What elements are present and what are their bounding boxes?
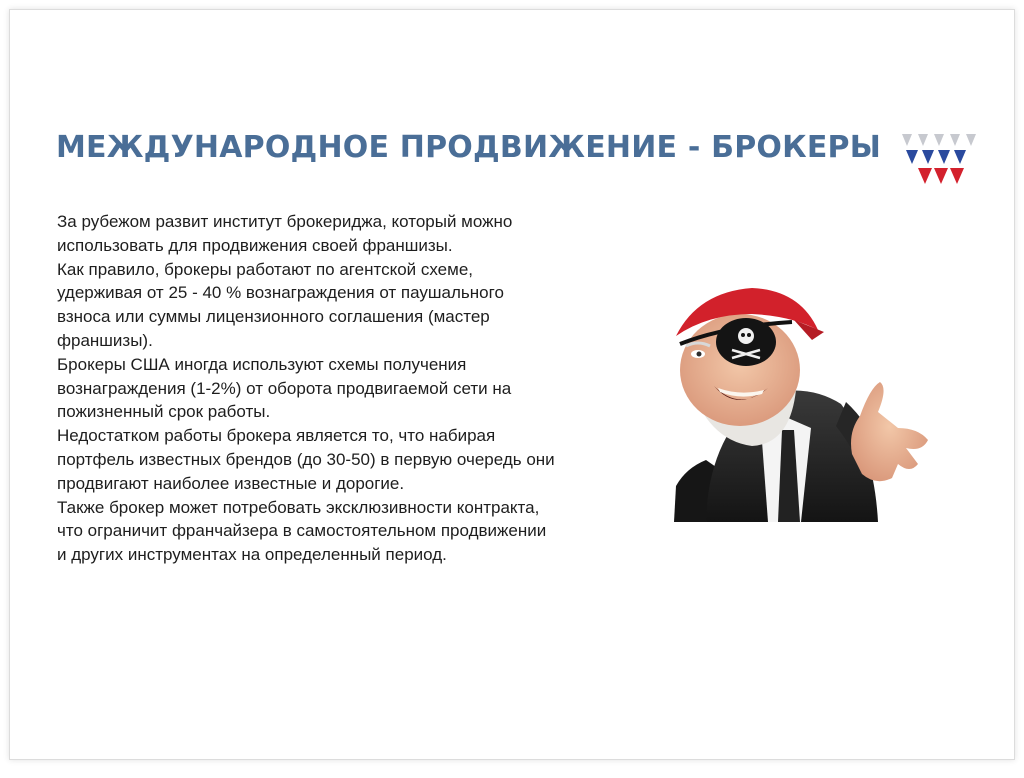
paragraph-usa-brokers: Брокеры США иногда используют схемы получения вознаграждения (1-2%) от оборота продвигаемой сети на пожизненный срок работы. (57, 354, 512, 422)
paragraph-agency-scheme: Как правило, брокеры работают по агентской схеме, удерживая от 25 - 40 % вознаграждения от паушального взноса или суммы лицензионного соглашения (мастер франшизы). (57, 259, 504, 350)
slide-body-text (57, 210, 557, 567)
slide-title: МЕЖДУНАРОДНОЕ ПРОДВИЖЕНИЕ - БРОКЕРЫ (56, 130, 881, 165)
paragraph-broker-drawback: Недостатком работы брокера является то, что набирая портфель известных брендов (до 30-50) в первую очередь они продвигают наиболее известные и дорогие. (57, 426, 555, 493)
presentation-slide (9, 9, 1015, 760)
paragraph-exclusivity: Также брокер может потребовать эксклюзивности контракта, что ограничит франчайзера в самостоятельном продвижении и других инструментах на определенный период. (57, 497, 547, 565)
logo-row-blue (906, 150, 966, 164)
pirate-businessman-photo (556, 278, 940, 522)
flag-chevrons-logo (888, 122, 988, 198)
logo-row-red (918, 168, 964, 184)
paragraph-brokerage-intro: За рубежом развит институт брокериджа, который можно использовать для продвижения своей франшизы. (57, 212, 513, 255)
logo-row-white (902, 134, 976, 146)
